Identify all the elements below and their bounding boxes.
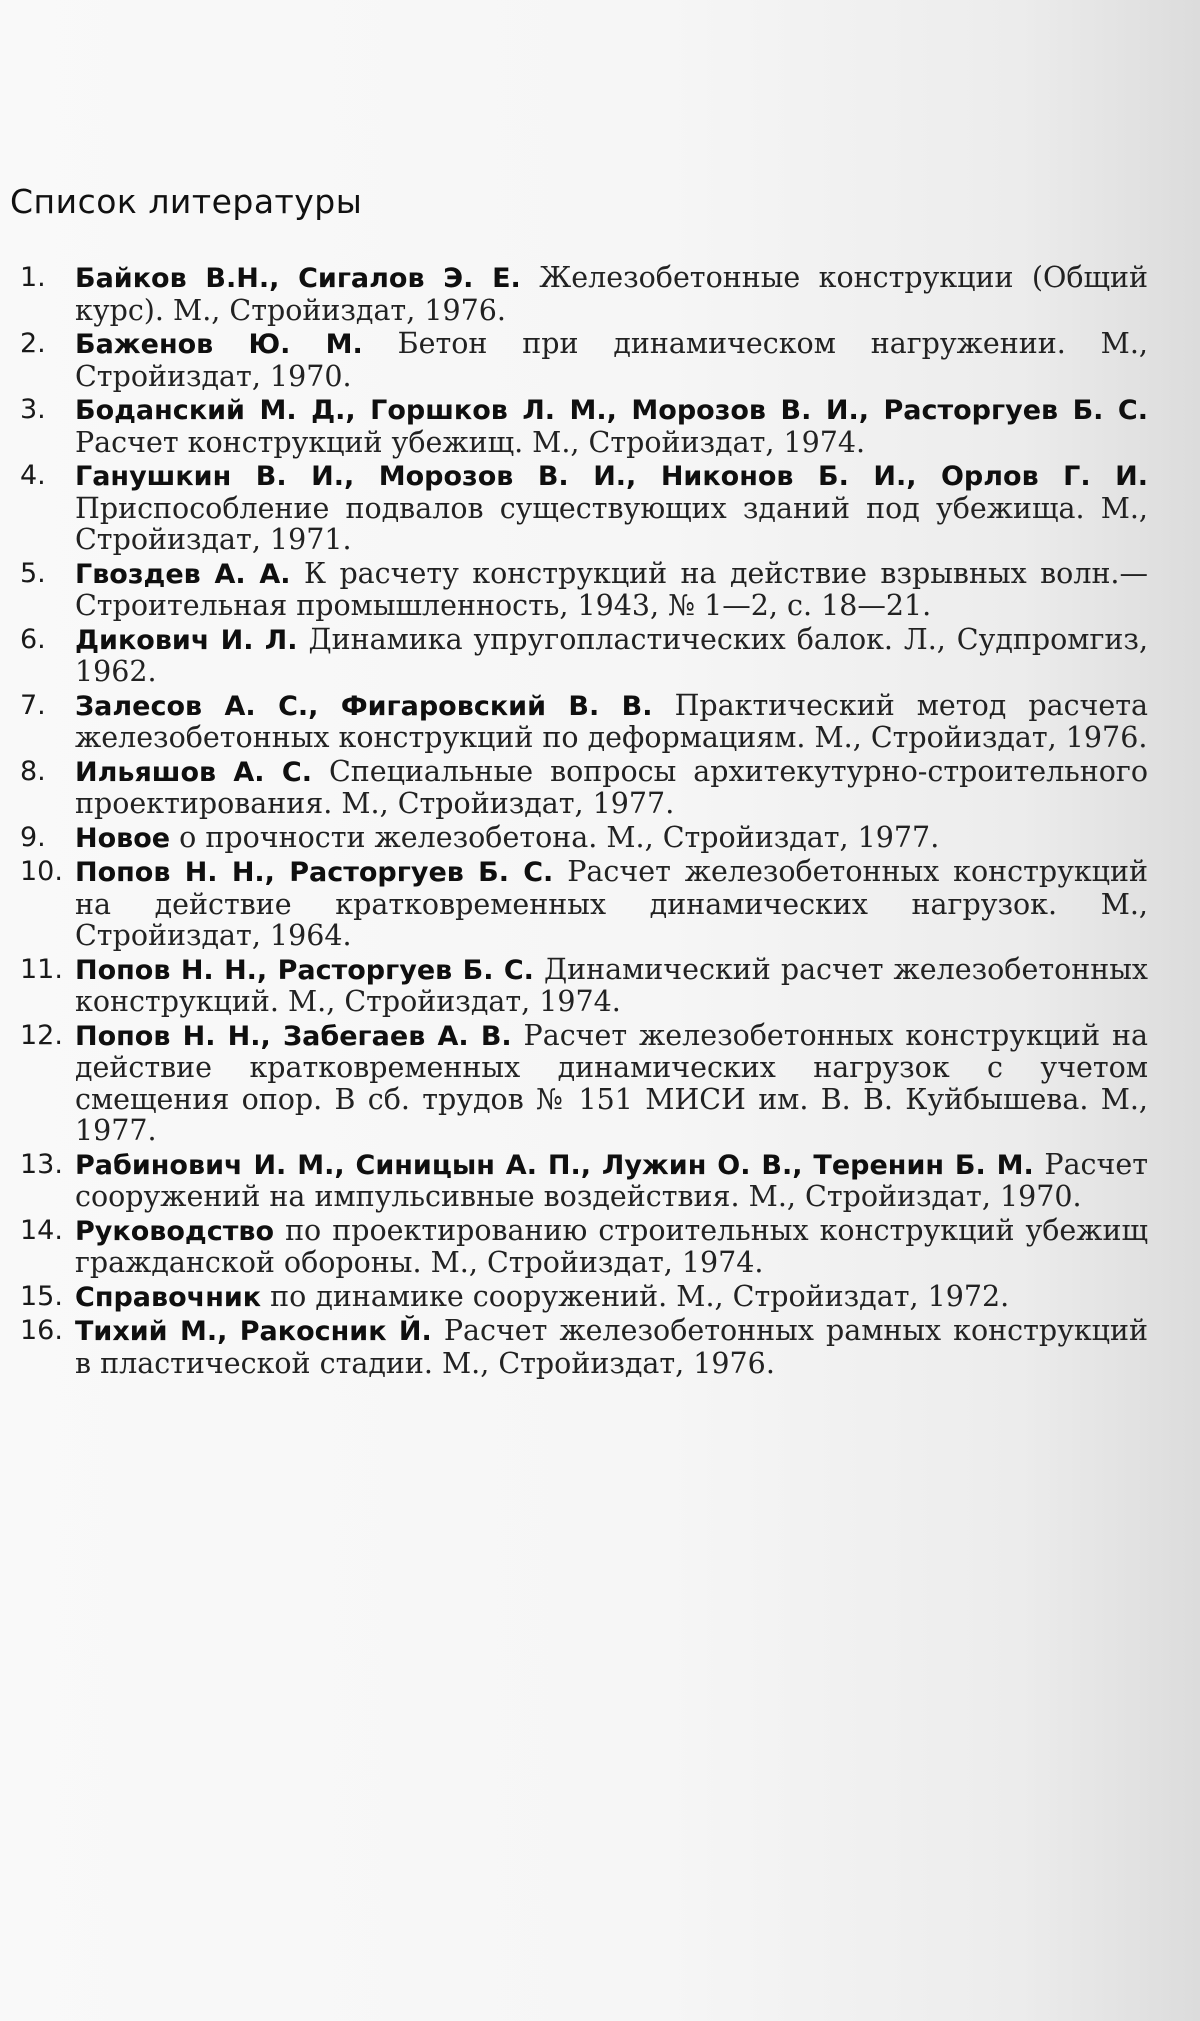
reference-number: 3. <box>20 394 46 425</box>
reference-item <box>20 262 1148 326</box>
reference-item <box>20 856 1148 952</box>
reference-title: Динамика упругопластических балок. Л., Судпромгиз, 1962. <box>75 622 1149 688</box>
reference-authors: Ганушкин В. И., Морозов В. И., Никонов Б. И., Орлов Г. И. <box>75 461 1148 492</box>
reference-authors: Залесов А. С., Фигаровский В. В. <box>75 690 653 722</box>
reference-authors: Тихий М., Ракосник Й. <box>75 1316 432 1347</box>
reference-title: Практический метод расчета железобетонных конструкций по деформациям. М., Стройиздат, 1976. <box>75 688 1149 754</box>
reference-item <box>20 756 1148 820</box>
reference-number: 4. <box>20 460 46 491</box>
reference-title: Расчет железобетонных конструкций на действие кратковременных динамических нагрузок. М., Стройиздат, 1964. <box>75 855 1148 952</box>
reference-authors: Попов Н. Н., Забегаев А. В. <box>75 1020 512 1052</box>
reference-authors: Дикович И. Л. <box>75 624 298 656</box>
reference-number: 10. <box>20 856 63 887</box>
reference-item <box>20 328 1148 392</box>
reference-authors: Попов Н. Н., Расторгуев Б. С. <box>75 857 554 888</box>
reference-authors: Гвоздев А. А. <box>75 558 291 590</box>
reference-number: 6. <box>20 623 46 655</box>
reference-number: 5. <box>20 557 46 589</box>
reference-number: 1. <box>20 262 46 293</box>
reference-title: Приспособление подвалов существующих зданий под убежища. М., Стройиздат, 1971. <box>75 491 1148 556</box>
reference-title: К расчету конструкций на действие взрывных волн.— Строительная промышленность, 1943, № 1—2, с. 18—21. <box>75 556 1148 622</box>
reference-item <box>20 558 1148 622</box>
reference-title: по динамике сооружений. М., Стройиздат, 1972. <box>270 1279 1010 1313</box>
reference-authors: Руководство <box>75 1215 274 1247</box>
reference-list <box>20 262 1148 1381</box>
reference-item <box>20 690 1148 754</box>
reference-authors: Попов Н. Н., Расторгуев Б. С. <box>75 954 534 986</box>
reference-authors: Боданский М. Д., Горшков Л. М., Морозов В. И., Расторгуев Б. С. <box>75 395 1148 426</box>
reference-item <box>20 1020 1148 1147</box>
reference-authors: Новое <box>75 822 171 854</box>
reference-number: 16. <box>20 1315 63 1346</box>
reference-number: 13. <box>20 1148 63 1180</box>
reference-item <box>20 624 1148 688</box>
reference-title: Расчет железобетонных рамных конструкций в пластической стадии. М., Стройиздат, 1976. <box>75 1314 1148 1380</box>
reference-item <box>20 394 1148 458</box>
reference-title: Бетон при динамическом нагружении. М., Стройиздат, 1970. <box>75 327 1148 393</box>
page-heading: Список литературы <box>10 182 363 222</box>
reference-number: 15. <box>20 1280 63 1312</box>
reference-number: 8. <box>20 755 46 787</box>
reference-title: Расчет сооружений на импульсивные воздействия. М., Стройиздат, 1970. <box>75 1147 1148 1213</box>
reference-authors: Байков В.Н., Сигалов Э. Е. <box>75 263 521 294</box>
reference-title: Динамический расчет железобетонных конструкций. М., Стройиздат, 1974. <box>75 952 1149 1018</box>
reference-title: Расчет конструкций убежищ. М., Стройиздат, 1974. <box>75 425 866 459</box>
reference-title: Железобетонные конструкции (Общий курс). М., Стройиздат, 1976. <box>75 261 1149 327</box>
reference-authors: Справочник <box>75 1281 262 1313</box>
reference-authors: Ильяшов А. С. <box>75 756 312 788</box>
reference-item <box>20 460 1148 556</box>
reference-authors: Баженов Ю. М. <box>75 329 363 360</box>
reference-title: Расчет железобетонных конструкций на действие кратковременных динамических нагрузок с учетом смещения опор. В сб. трудов № 151 МИСИ им. В. В. Куйбышева. М., 1977. <box>75 1018 1149 1147</box>
reference-item <box>20 1281 1148 1314</box>
reference-title: о прочности железобетона. М., Стройиздат, 1977. <box>179 820 940 854</box>
reference-number: 12. <box>20 1019 63 1051</box>
reference-item <box>20 954 1148 1018</box>
reference-number: 2. <box>20 328 46 359</box>
reference-item <box>20 1149 1148 1213</box>
reference-number: 11. <box>20 953 63 985</box>
reference-number: 14. <box>20 1214 63 1246</box>
reference-title: Специальные вопросы архитекутурно-строительного проектирования. М., Стройиздат, 1977. <box>75 754 1148 820</box>
reference-number: 7. <box>20 689 46 721</box>
reference-item <box>20 822 1148 855</box>
reference-item <box>20 1215 1148 1279</box>
reference-title: по проектированию строительных конструкций убежищ гражданской обороны. М., Стройиздат, 1974. <box>75 1213 1148 1279</box>
reference-number: 9. <box>20 821 46 853</box>
reference-item <box>20 1315 1148 1379</box>
reference-authors: Рабинович И. М., Синицын А. П., Лужин О. В., Теренин Б. М. <box>75 1149 1034 1181</box>
